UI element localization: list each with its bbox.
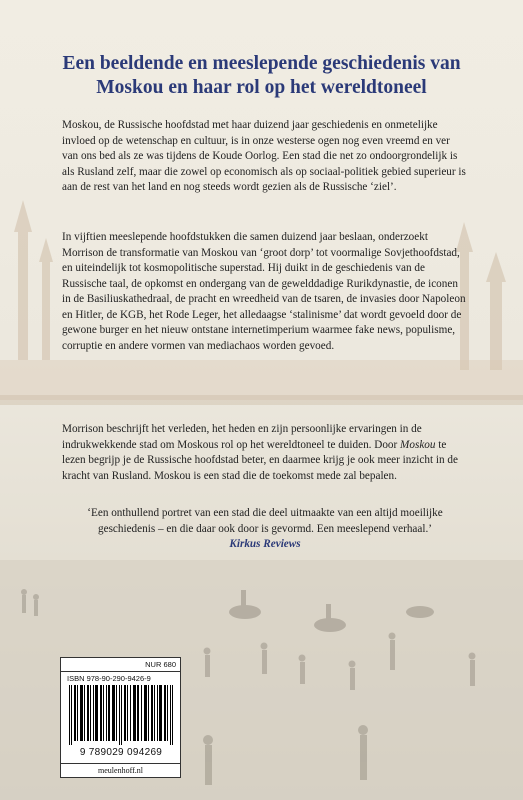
book-title-italic: Moskou: [400, 438, 436, 451]
paragraph-conclusion-start: Morrison beschrijft het verleden, het heden en zijn persoonlijke ervaringen in de indrukwekkende stad om Moskous rol op het wereldtoneel te duiden. Door: [62, 423, 422, 451]
nur-code: NUR 680: [61, 658, 180, 672]
barcode-icon: [67, 685, 175, 745]
paragraph-conclusion: [62, 422, 468, 484]
headline-line-2: Moskou en haar rol op het wereldtoneel: [96, 77, 427, 98]
barcode-panel: [60, 657, 181, 778]
review-quote: [62, 506, 468, 553]
quote-text: ‘Een onthullend portret van een stad die deel uitmaakte van een altijd moeilijke geschiedenis – en die daar ook door is gevormd. Een meeslepend verhaal.’: [87, 507, 443, 535]
quote-source: Kirkus Reviews: [229, 538, 301, 550]
publisher-url: meulenhoff.nl: [61, 763, 180, 778]
headline-line-1: Een beeldende en meeslepende geschiedenis van: [62, 53, 461, 74]
headline: [50, 52, 473, 100]
isbn-number: ISBN 978-90-290-9426-9: [67, 674, 151, 683]
paragraph-chapters: In vijftien meeslepende hoofdstukken die samen duizend jaar beslaan, onderzoekt Morrison de transformatie van Moskou van ‘groot dorp’ tot voormalige Sovjethoofdstad, en uiteindelijk tot kosmopolitische superstad. Hij duikt in de geschiedenis van de Russische taal, de opkomst en ondergang van de gewelddadige Rurikdynastie, de iconen in de Basiliuskathedraal, de pracht en wreedheid van de tsaren, de invasies door Napoleon en Hitler, de KGB, het Rode Leger, het alledaagse ‘stalinisme’ dat wordt gevoeld door de gewone burger en het nieuw ontstane internetimperium waarmee fake news, populisme, corruptie en andere vormen van mediachaos worden gevoed.: [62, 231, 466, 352]
paragraph-conclusion-end: te lezen begrijp je de Russische hoofdstad beter, en daarmee krijg je ook meer inzicht in de kracht van Rusland. Moskou is een stad die de toekomst mede zal bepalen.: [62, 438, 458, 482]
barcode-digits: 9 789029 094269: [79, 747, 163, 758]
paragraph-intro: Moskou, de Russische hoofdstad met haar duizend jaar geschiedenis en onmetelijke invloed op de wetenschap en cultuur, is in onze westerse ogen nog even vreemd en ver van ons bed als ze was tijdens de Koude Oorlog. Een stad die net zo ondoorgrondelijk is als Rusland zelf, maar die zowel op economisch als op sociaal-politiek gebied superieur is aan de rest van het land en nog steeds wordt gezien als de Russische ‘ziel’.: [62, 119, 466, 193]
